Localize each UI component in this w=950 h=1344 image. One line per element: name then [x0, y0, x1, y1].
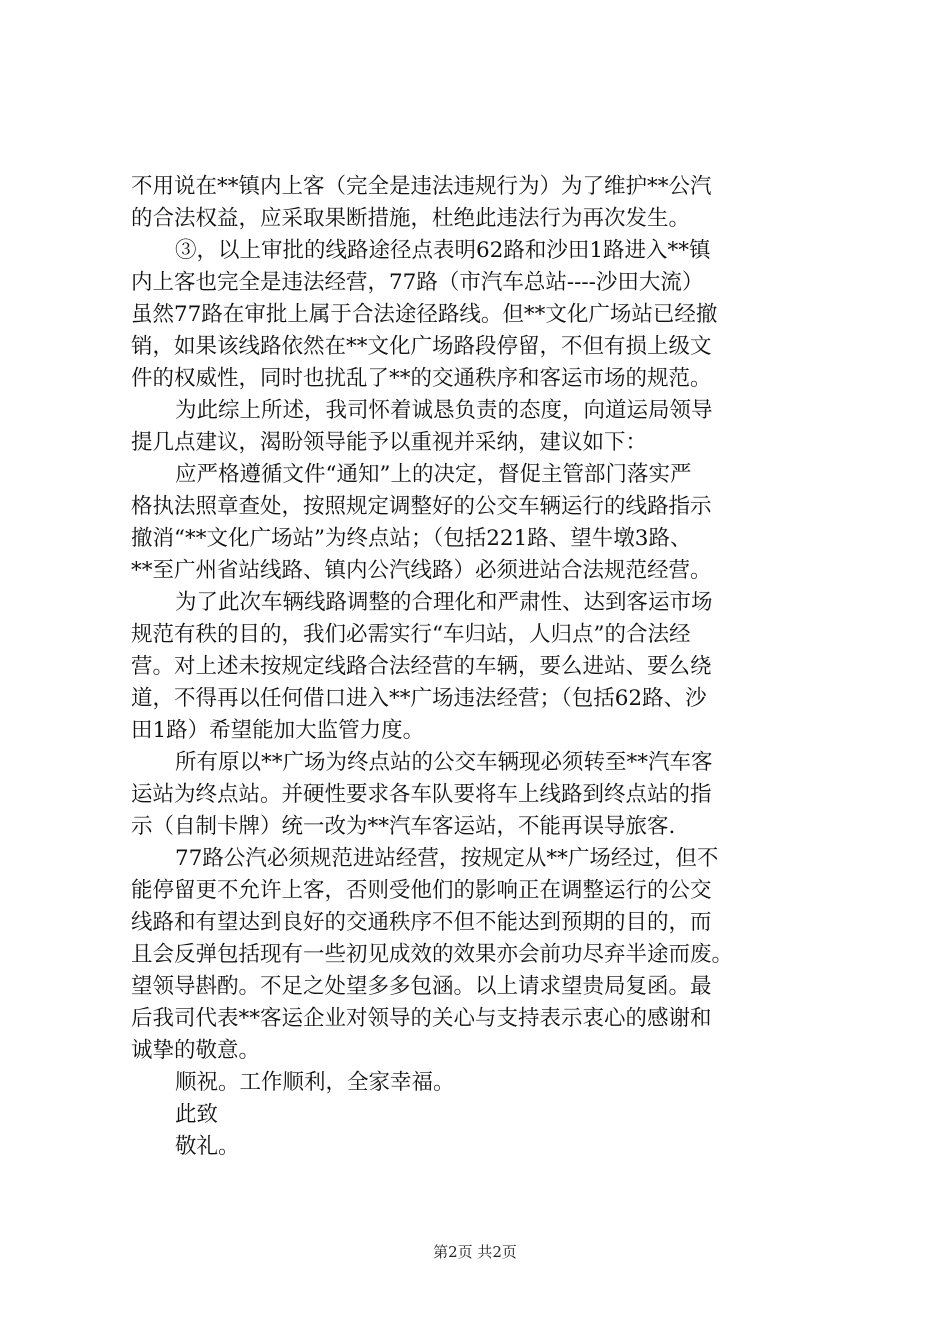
text-line: 运站为终点站。并硬性要求各车队要将车上线路到终点站的指 — [131, 782, 712, 807]
text-line: 应严格遵循文件“通知”上的决定，督促主管部门落实严 — [175, 462, 692, 487]
text-line: 的合法权益，应采取果断措施，杜绝此违法行为再次发生。 — [131, 206, 691, 231]
text-line: 不用说在**镇内上客（完全是违法违规行为）为了维护**公汽 — [131, 174, 712, 199]
text-line: 销，如果该线路依然在**文化广场路段停留，不但有损上级文 — [131, 334, 712, 359]
text-line: 后我司代表**客运企业对领导的关心与支持表示衷心的感谢和 — [131, 1006, 712, 1031]
closing-line: 敬礼。 — [175, 1134, 240, 1159]
text-line: 为此综上所述，我司怀着诚恳负责的态度，向道运局领导 — [175, 398, 713, 423]
text-line: **至广州省站线路、镇内公汽线路）必须进站合法规范经营。 — [131, 558, 712, 583]
text-line: 能停留更不允许上客，否则受他们的影响正在调整运行的公交 — [131, 878, 712, 903]
text-line: 示（自制卡牌）统一改为**汽车客运站，不能再误导旅客. — [131, 814, 676, 839]
text-line: 77路公汽必须规范进站经营，按规定从**广场经过，但不 — [175, 846, 719, 871]
text-line: 且会反弹包括现有一些初见成效的效果亦会前功尽弃半途而废。 — [131, 942, 734, 967]
closing-line: 此致 — [175, 1102, 219, 1127]
text-line: 诚挚的敬意。 — [131, 1038, 261, 1063]
text-line: 提几点建议，渴盼领导能予以重视并采纳，建议如下： — [131, 430, 648, 455]
page-number-footer: 第2页 共2页 — [433, 1243, 517, 1261]
text-line: 内上客也完全是违法经营，77路（市汽车总站----沙田大流） — [131, 270, 704, 295]
text-line: 为了此次车辆线路调整的合理化和严肃性、达到客运市场 — [175, 590, 713, 615]
text-line: 营。对上述未按规定线路合法经营的车辆，要么进站、要么绕 — [131, 654, 712, 679]
text-line: 虽然77路在审批上属于合法途径路线。但**文化广场站已经撤 — [131, 302, 718, 327]
text-line: 规范有秩的目的，我们必需实行“车归站，人归点”的合法经 — [131, 622, 691, 647]
document-body — [131, 171, 831, 1163]
text-line: 所有原以**广场为终点站的公交车辆现必须转至**汽车客 — [175, 750, 713, 775]
text-line: 道，不得再以任何借口进入**广场违法经营；（包括62路、沙 — [131, 686, 707, 711]
text-line: 望领导斟酌。不足之处望多多包涵。以上请求望贵局复函。最 — [131, 974, 712, 999]
text-line: ③，以上审批的线路途径点表明62路和沙田1路进入**镇 — [175, 238, 711, 263]
closing-line: 顺祝。工作顺利，全家幸福。 — [175, 1070, 455, 1095]
text-line: 线路和有望达到良好的交通秩序不但不能达到预期的目的，而 — [131, 910, 712, 935]
text-line: 田1路）希望能加大监管力度。 — [131, 718, 425, 743]
text-line: 件的权威性，同时也扰乱了**的交通秩序和客运市场的规范。 — [131, 366, 712, 391]
text-line: 格执法照章查处，按照规定调整好的公交车辆运行的线路指示 — [131, 494, 712, 519]
text-line: 撤消“**文化广场站”为终点站；（包括221路、望牛墩3路、 — [131, 526, 692, 551]
